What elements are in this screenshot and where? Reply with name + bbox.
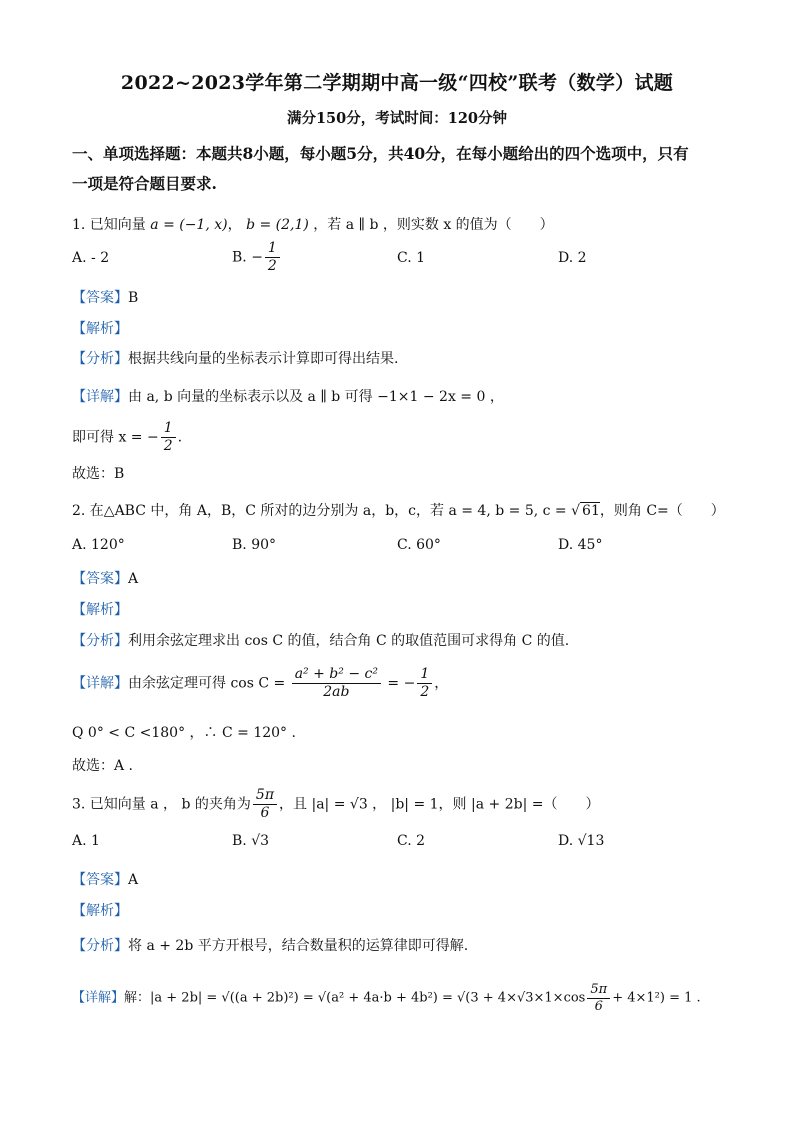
q2-detail-num2: 1	[417, 666, 432, 684]
q2-answer-value: A	[128, 571, 139, 587]
q1-option-b	[232, 240, 282, 275]
q1-option-d: D. 2	[558, 250, 587, 266]
q3-option-d: D. √13	[558, 833, 605, 849]
q2-detail-num: a² + b² − c²	[292, 666, 381, 684]
q1-detail-num: 1	[161, 420, 176, 438]
q3-answer-tag: 【答案】	[72, 872, 128, 888]
q3-fenxi	[72, 935, 468, 955]
q2-detail	[72, 666, 448, 701]
q3-detail	[72, 982, 701, 1014]
q1-fenxi-tag: 【分析】	[72, 351, 128, 367]
q1-vector-a: a = (−1, x)	[150, 217, 228, 233]
q3-stem-fraction	[253, 787, 277, 822]
q2-fenxi	[72, 630, 569, 650]
q2-fenxi-tag: 【分析】	[72, 633, 128, 649]
q1-detail	[72, 386, 504, 406]
q3-option-b: B. √3	[232, 833, 270, 849]
q1-vector-b: b = (2,1)	[246, 217, 309, 233]
q1-detail-result-suffix: .	[177, 429, 183, 446]
q1-stem: 1. 已知向量 a = (−1, x)， b = (2,1) ，若 a ∥ b ，则实数 x 的值为（ ）	[72, 217, 554, 233]
section-header-line1: 一、单项选择题：本题共8小题，每小题5分，共40分，在每小题给出的四个选项中，只有	[72, 144, 689, 163]
q3-stem-den: 6	[260, 804, 270, 821]
q3-stem-num: 5π	[253, 787, 277, 805]
q3-stem-prefix: 3. 已知向量 a ， b 的夹角为	[72, 796, 251, 813]
q1-option-b-prefix: B. −	[232, 249, 263, 266]
q2-answer	[72, 568, 138, 588]
q1-option-c: C. 1	[397, 250, 426, 266]
q1-answer	[72, 287, 138, 307]
q2-option-d: D. 45°	[558, 537, 603, 553]
q2-option-b: B. 90°	[232, 537, 277, 553]
q1-fenxi	[72, 348, 398, 368]
q3-fenxi-text: 将 a + 2b 平方开根号，结合数量积的运算律即可得解.	[128, 938, 469, 954]
q2-detail-range: Q 0° < C <180° ，∴ C = 120° .	[72, 725, 296, 741]
q3-answer	[72, 869, 138, 889]
q1-fenxi-text: 根据共线向量的坐标表示计算即可得出结果.	[128, 351, 399, 367]
q3-detail-den: 6	[594, 998, 603, 1014]
q1-option-b-fraction	[265, 240, 280, 275]
q1-detail-tag: 【详解】	[72, 389, 128, 405]
q2-detail-den: 2ab	[323, 683, 350, 700]
q3-detail-tag: 【详解】	[72, 990, 125, 1006]
q3-option-c: C. 2	[397, 833, 426, 849]
q1-analysis	[72, 318, 128, 338]
q3-detail-num: 5π	[587, 982, 610, 999]
q1-detail-den: 2	[163, 437, 173, 454]
q3-option-a: A. 1	[72, 833, 100, 849]
q1-detail-fraction	[161, 420, 176, 455]
q2-stem-sqrt: 61	[582, 503, 600, 519]
q2-detail-prefix: 由余弦定理可得 cos C =	[128, 675, 290, 692]
q3-fenxi-tag: 【分析】	[72, 938, 128, 954]
q1-detail-result-prefix: 即可得 x = −	[72, 429, 159, 446]
q1-analysis-tag: 【解析】	[72, 321, 128, 337]
q1-answer-value: B	[128, 290, 139, 306]
q3-analysis	[72, 900, 128, 920]
q2-option-a: A. 120°	[72, 537, 125, 553]
q1-answer-tag: 【答案】	[72, 290, 128, 306]
q1-condition: ，若 a ∥ b ，则实数 x 的值为（ ）	[313, 217, 554, 233]
q2-answer-tag: 【答案】	[72, 571, 128, 587]
q2-analysis	[72, 599, 128, 619]
q1-detail-result	[72, 420, 182, 455]
q1-choice: 故选：B	[72, 466, 125, 482]
q2-stem-text: 2. 在△ABC 中，角 A，B，C 所对的边分别为 a，b，c，若 a = 4, b = 5, c =	[72, 503, 572, 519]
sqrt-symbol: √	[571, 503, 581, 519]
section-header-line2: 一项是符合题目要求.	[72, 174, 217, 193]
q2-detail-suffix: ，	[434, 675, 449, 692]
q3-stem	[72, 787, 599, 822]
q2-stem-tail: ，则角 C=（ ）	[599, 503, 725, 519]
q2-fenxi-text: 利用余弦定理求出 cos C 的值，结合角 C 的取值范围可求得角 C 的值.	[128, 633, 570, 649]
q2-option-c: C. 60°	[397, 537, 441, 553]
page-title: 2022~2023学年第二学期期中高一级“四校”联考（数学）试题	[120, 72, 674, 94]
q3-stem-tail: ，且 |a| = √3 ， |b| = 1，则 |a + 2b| =（ ）	[279, 796, 600, 813]
q1-option-a: A. - 2	[72, 250, 110, 266]
q2-detail-fraction2	[417, 666, 432, 701]
q2-stem	[72, 500, 725, 520]
q1-detail-text: 由 a, b 向量的坐标表示以及 a ∥ b 可得 −1×1 − 2x = 0 ，	[128, 389, 504, 405]
q1-option-b-den: 2	[267, 257, 277, 274]
q1-option-b-num: 1	[265, 240, 280, 258]
exam-info: 满分150分，考试时间：120分钟	[286, 110, 508, 127]
q2-detail-mid: = −	[382, 675, 416, 692]
q3-detail-suffix: + 4×1²) = 1 .	[612, 990, 701, 1006]
q1-stem-intro: 1. 已知向量	[72, 217, 146, 233]
q3-detail-fraction	[587, 982, 610, 1014]
q2-detail-tag: 【详解】	[72, 675, 128, 692]
q3-detail-prefix: 解：|a + 2b| = √((a + 2b)²) = √(a² + 4a·b + 4b²) = √(3 + 4×√3×1×cos	[124, 990, 586, 1006]
q2-choice: 故选：A .	[72, 758, 134, 774]
q2-detail-fraction	[292, 666, 381, 701]
q3-analysis-tag: 【解析】	[72, 903, 128, 919]
q2-analysis-tag: 【解析】	[72, 602, 128, 618]
q2-detail-den2: 2	[420, 683, 430, 700]
q3-answer-value: A	[128, 872, 139, 888]
